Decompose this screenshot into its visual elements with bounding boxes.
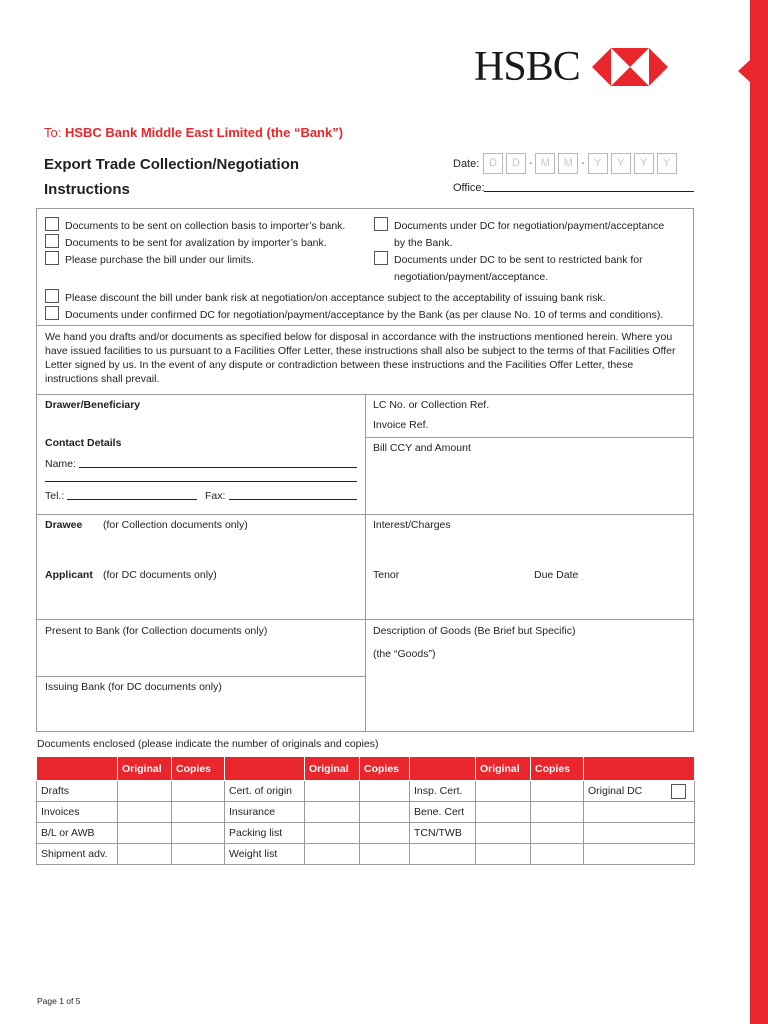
header-copies: Copies xyxy=(360,757,410,781)
original-count-cell[interactable] xyxy=(476,823,531,844)
hexagon-logo-icon xyxy=(592,48,668,86)
date-year-box[interactable]: Y xyxy=(634,153,654,174)
drawer-beneficiary-label: Drawer/Beneficiary xyxy=(45,399,141,411)
option-checkbox[interactable] xyxy=(45,289,59,303)
table-row xyxy=(37,802,695,823)
original-count-cell[interactable] xyxy=(118,823,172,844)
doc-name-cell: B/L or AWB xyxy=(37,823,118,844)
date-month-box[interactable]: M xyxy=(535,153,555,174)
date-year-box[interactable]: Y xyxy=(588,153,608,174)
empty-cell xyxy=(584,823,695,844)
option-checkbox[interactable] xyxy=(374,251,388,265)
divider xyxy=(37,325,693,326)
option-checkbox[interactable] xyxy=(45,217,59,231)
option-checkbox[interactable] xyxy=(374,217,388,231)
side-bar-notch xyxy=(738,60,750,82)
invoice-ref-label: Invoice Ref. xyxy=(373,419,429,431)
column-divider xyxy=(365,394,366,731)
date-label: Date: xyxy=(453,158,480,170)
doc-name-cell: Invoices xyxy=(37,802,118,823)
original-dc-cell xyxy=(584,781,695,802)
doc-name-cell: Insp. Cert. xyxy=(410,781,476,802)
tel-input-line[interactable] xyxy=(67,499,197,500)
divider xyxy=(37,514,693,515)
empty-cell xyxy=(584,844,695,865)
office-label: Office: xyxy=(453,182,485,194)
option-checkbox[interactable] xyxy=(45,251,59,265)
copies-count-cell[interactable] xyxy=(172,823,225,844)
original-count-cell[interactable] xyxy=(476,802,531,823)
table-header-row xyxy=(37,757,695,781)
copies-count-cell[interactable] xyxy=(172,802,225,823)
copies-count-cell[interactable] xyxy=(531,781,584,802)
drawee-note: (for Collection documents only) xyxy=(103,519,248,531)
header-original: Original xyxy=(305,757,360,781)
header-blank xyxy=(410,757,476,781)
doc-name-cell: Weight list xyxy=(225,844,305,865)
drawee-label: Drawee xyxy=(45,519,83,531)
applicant-note: (for DC documents only) xyxy=(103,569,217,581)
header-original: Original xyxy=(118,757,172,781)
table-row xyxy=(37,781,695,802)
option-dc-negotiation-cont: by the Bank. xyxy=(394,237,453,249)
date-separator: - xyxy=(529,158,533,169)
to-prefix: To: xyxy=(44,125,65,140)
doc-name-cell: TCN/TWB xyxy=(410,823,476,844)
original-count-cell[interactable] xyxy=(476,781,531,802)
original-count-cell[interactable] xyxy=(305,781,360,802)
page-number: Page 1 of 5 xyxy=(37,996,81,1006)
due-date-label: Due Date xyxy=(534,569,579,581)
divider xyxy=(37,619,693,620)
title-line-2: Instructions xyxy=(44,181,130,198)
original-count-cell[interactable] xyxy=(118,844,172,865)
fax-label: Fax: xyxy=(205,490,226,502)
name-label: Name: xyxy=(45,458,76,470)
copies-count-cell[interactable] xyxy=(172,781,225,802)
header-copies: Copies xyxy=(531,757,584,781)
option-restricted-bank: Documents under DC to be sent to restricted bank for xyxy=(394,254,643,266)
header-blank xyxy=(584,757,695,781)
doc-name-cell: Drafts xyxy=(37,781,118,802)
header-blank xyxy=(37,757,118,781)
original-count-cell[interactable] xyxy=(118,781,172,802)
present-to-bank-label: Present to Bank (for Collection documents only) xyxy=(45,625,268,637)
copies-count-cell[interactable] xyxy=(531,823,584,844)
copies-count-cell[interactable] xyxy=(531,802,584,823)
empty-cell xyxy=(584,802,695,823)
original-count-cell[interactable] xyxy=(305,844,360,865)
office-input-line[interactable] xyxy=(484,191,694,192)
header-blank xyxy=(225,757,305,781)
divider xyxy=(37,676,365,677)
date-separator: - xyxy=(581,158,585,169)
date-day-box[interactable]: D xyxy=(483,153,503,174)
addressee-line xyxy=(44,125,343,140)
hsbc-logo xyxy=(474,46,668,88)
header-original: Original xyxy=(476,757,531,781)
copies-count-cell[interactable] xyxy=(360,823,410,844)
doc-name-cell: Packing list xyxy=(225,823,305,844)
documents-table xyxy=(36,756,695,865)
issuing-bank-label: Issuing Bank (for DC documents only) xyxy=(45,681,222,693)
option-restricted-bank-cont: negotiation/payment/acceptance. xyxy=(394,271,549,283)
table-row xyxy=(37,844,695,865)
page-title xyxy=(44,152,299,202)
header-copies: Copies xyxy=(172,757,225,781)
option-confirmed-dc: Documents under confirmed DC for negotiation/payment/acceptance by the Bank (as per clause No. 10 of terms and conditions). xyxy=(65,309,664,321)
divider xyxy=(365,437,693,438)
original-count-cell[interactable] xyxy=(305,802,360,823)
copies-count-cell[interactable] xyxy=(360,781,410,802)
copies-count-cell[interactable] xyxy=(531,844,584,865)
date-year-box[interactable]: Y xyxy=(657,153,677,174)
copies-count-cell[interactable] xyxy=(360,802,410,823)
option-checkbox[interactable] xyxy=(45,306,59,320)
option-avalization: Documents to be sent for avalization by importer’s bank. xyxy=(65,237,327,249)
contact-details-label: Contact Details xyxy=(45,437,122,449)
doc-name-cell: Cert. of origin xyxy=(225,781,305,802)
goods-description-label: Description of Goods (Be Brief but Specific) xyxy=(373,625,576,637)
tenor-label: Tenor xyxy=(373,569,400,581)
goods-note: (the “Goods”) xyxy=(373,648,436,660)
interest-charges-label: Interest/Charges xyxy=(373,519,451,531)
logo-wordmark: HSBC xyxy=(474,44,580,90)
table-row xyxy=(37,823,695,844)
date-month-box[interactable]: M xyxy=(558,153,578,174)
copies-count-cell[interactable] xyxy=(172,844,225,865)
red-side-bar xyxy=(750,0,768,1024)
fax-input-line[interactable] xyxy=(229,499,357,500)
bill-ccy-amount-label: Bill CCY and Amount xyxy=(373,442,471,454)
title-line-1: Export Trade Collection/Negotiation xyxy=(44,156,300,173)
option-purchase-bill: Please purchase the bill under our limits. xyxy=(65,254,255,266)
doc-name-cell: Shipment adv. xyxy=(37,844,118,865)
documents-enclosed-label: Documents enclosed (please indicate the number of originals and copies) xyxy=(37,738,379,750)
option-discount-bill: Please discount the bill under bank risk at negotiation/on acceptance subject to the acceptability of issuing bank risk. xyxy=(65,292,606,304)
option-collection-basis: Documents to be sent on collection basis to importer’s bank. xyxy=(65,220,346,232)
option-checkbox[interactable] xyxy=(45,234,59,248)
address-input-line[interactable] xyxy=(45,481,357,482)
lc-number-label: LC No. or Collection Ref. xyxy=(373,399,490,411)
instruction-form xyxy=(36,208,694,732)
date-day-box[interactable]: D xyxy=(506,153,526,174)
bank-name: HSBC Bank Middle East Limited (the “Bank”) xyxy=(64,125,344,140)
tel-label: Tel.: xyxy=(45,490,65,502)
date-year-box[interactable]: Y xyxy=(611,153,631,174)
original-count-cell[interactable] xyxy=(476,844,531,865)
doc-name-cell: Insurance xyxy=(225,802,305,823)
option-dc-negotiation: Documents under DC for negotiation/payment/acceptance xyxy=(394,220,665,232)
original-dc-label: Original DC xyxy=(588,785,643,797)
original-count-cell[interactable] xyxy=(118,802,172,823)
applicant-label: Applicant xyxy=(45,569,93,581)
doc-name-cell xyxy=(410,844,476,865)
original-count-cell[interactable] xyxy=(305,823,360,844)
copies-count-cell[interactable] xyxy=(360,844,410,865)
instructions-paragraph: We hand you drafts and/or documents as specified below for disposal in accordance with the instructions mentioned herein. Where you have issued facilities to us pursuant to a Facilities Offer Letter, these instructions shall also be subject to the terms of that Facilities Offer Letter signed by us. In the event of any dispute or contradiction between these instructions and the Facilities Offer Letter, these instructions shall prevail. xyxy=(45,331,676,385)
date-field[interactable] xyxy=(483,153,680,174)
doc-name-cell: Bene. Cert xyxy=(410,802,476,823)
name-input-line[interactable] xyxy=(79,467,357,468)
original-dc-checkbox[interactable] xyxy=(671,784,686,799)
